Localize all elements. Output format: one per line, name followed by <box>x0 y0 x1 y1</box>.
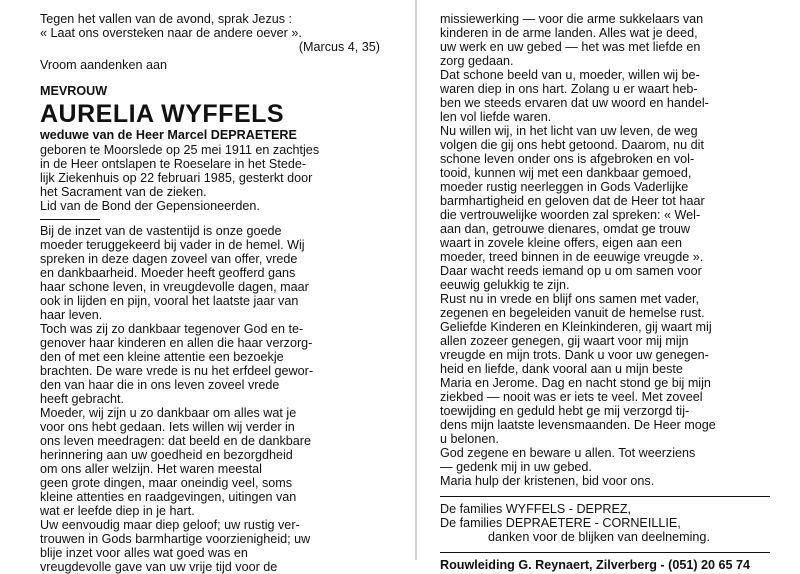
text-line: God zegene en beware u allen. Tot weerziens <box>440 446 696 460</box>
intro-text: Vroom aandenken aan <box>40 58 167 72</box>
text-line: ook in lijden en pijn, vooral het laatste jaar van <box>40 294 299 308</box>
separator-line-long <box>440 496 770 497</box>
fold-divider <box>415 0 417 560</box>
families-block <box>440 502 785 544</box>
text-line: Bij de inzet van de vastentijd is onze goede <box>40 224 282 238</box>
text-line: om ons aller welzijn. Het waren meestal <box>40 462 262 476</box>
text-line: brachten. De ware vrede is nu het erfdeel gewor- <box>40 364 314 378</box>
text-line: heeft gebracht. <box>40 392 125 406</box>
text-line: blije inzet voor alles wat goed was en <box>40 546 248 560</box>
bio-line: het Sacrament van de zieken. <box>40 185 207 199</box>
text-line: moeder rustig neerleggen in Gods Vaderlijke <box>440 180 689 194</box>
text-line: ben we steeds ervaren dat uw woord en handel- <box>440 96 709 110</box>
quote-line-2: « Laat ons oversteken naar de andere oever ». <box>40 26 302 40</box>
families-thanks: danken voor de blijken van deelneming. <box>488 530 710 544</box>
text-line: len vol liefde waren. <box>440 110 552 124</box>
text-line: Rust nu in vrede en blijf ons samen met vader, <box>440 292 700 306</box>
bio-line: in de Heer ontslapen te Roeselare in het Stede- <box>40 157 307 171</box>
text-line: trouwen in Gods barmhartige voorzienigheid; uw <box>40 532 311 546</box>
text-line: geen grote dingen, maar oneindig veel, soms <box>40 476 293 490</box>
text-line: uw werk en uw gebed — het was met liefde en <box>440 40 701 54</box>
text-line: Moeder, wij zijn u zo dankbaar om alles wat je <box>40 406 297 420</box>
text-line: Maria hulp der kristenen, bid voor ons. <box>440 474 655 488</box>
text-line: haar schone leven, in vreugdevolle dagen, maar <box>40 280 309 294</box>
text-line: Daar wacht reeds iemand op u om samen voor <box>440 264 702 278</box>
text-line: haar leven. <box>40 308 103 322</box>
deceased-name: AURELIA WYFFELS <box>40 100 285 128</box>
text-line: Uw eenvoudig maar diep geloof; uw rustig ver- <box>40 518 300 532</box>
text-line: heid en liefde, dank vooral aan u mijn beste <box>440 362 683 376</box>
body-text-left <box>40 224 390 574</box>
text-line: u belonen. <box>440 432 499 446</box>
bio-line: Lid van de Bond der Gepensioneerden. <box>40 199 260 213</box>
text-line: Nu willen wij, in het licht van uw leven, de weg <box>440 124 698 138</box>
text-line: volgen die gij ons hebt getoond. Daarom, nu dit <box>440 138 704 152</box>
text-line: barmhartigheid en geloven dat de Heer tot haar <box>440 194 705 208</box>
right-column <box>440 12 785 572</box>
quote-line-1: Tegen het vallen van de avond, sprak Jezus : <box>40 12 293 26</box>
quote-reference: (Marcus 4, 35) <box>298 40 380 54</box>
families-line-1: De families WYFFELS - DEPREZ, <box>440 502 632 516</box>
text-line: allen zozeer genegen, gij waart voor mij mijn <box>440 334 689 348</box>
text-line: kinderen in de arme landen. Alles wat je deed, <box>440 26 698 40</box>
text-line: herinnering aan uw goedheid en bezorgdheid <box>40 448 293 462</box>
text-line: den of met een kleine attentie een bezoekje <box>40 350 284 364</box>
text-line: Dat schone beeld van u, moeder, willen wij be- <box>440 68 700 82</box>
widow-of: weduwe van de Heer Marcel DEPRAETERE <box>40 128 297 142</box>
text-line: ons leven meedragen: dat beeld en de dankbare <box>40 434 311 448</box>
text-line: zorg gedaan. <box>440 54 514 68</box>
text-line: waren diep in ons hart. Zolang u er waart heb- <box>440 82 698 96</box>
text-line: Maria en Jerome. Dag en nacht stond ge bij mijn <box>440 376 711 390</box>
text-line: toewijding en geduld hebt ge mij verzorgd tij- <box>440 404 690 418</box>
text-line: die vertrouwelijke woorden zal spreken: « Wel- <box>440 208 701 222</box>
text-line: dens mijn laatste levensmaanden. De Heer moge <box>440 418 716 432</box>
body-text-right <box>440 12 785 488</box>
text-line: zegenen en begeleiden vanuit de hemelse rust. <box>440 306 705 320</box>
undertaker-credit: Rouwleiding G. Reynaert, Zilverberg - (051) 20 65 74 <box>440 558 751 572</box>
text-line: en dankbaarheid. Moeder heeft geofferd gans <box>40 266 296 280</box>
separator-line-bottom <box>440 552 770 553</box>
text-line: voor ons hebt gedaan. Iets willen wij verder in <box>40 420 295 434</box>
text-line: wat er leefde diep in je hart. <box>40 504 195 518</box>
text-line: schone leven onder ons is afgebroken en vol- <box>440 152 695 166</box>
text-line: tooid, kunnen wij met een dankbaar gemoed, <box>440 166 692 180</box>
text-line: spreken in deze dagen zoveel van offer, vrede <box>40 252 298 266</box>
bio-line: geboren te Moorslede op 25 mei 1911 en zachtjes <box>40 143 320 157</box>
separator-line <box>40 219 100 220</box>
text-line: Toch was zij zo dankbaar tegenover God en te- <box>40 322 304 336</box>
text-line: den van haar die in ons leven zoveel vrede <box>40 378 280 392</box>
salutation: MEVROUW <box>40 84 108 98</box>
text-line: — gedenk mij in uw gebed. <box>440 460 592 474</box>
text-line: vreugdevolle gave van uw vrije tijd voor de <box>40 560 278 574</box>
text-line: moeder teruggekeerd bij vader in de hemel. Wij <box>40 238 305 252</box>
left-column <box>40 12 390 574</box>
text-line: ziekbed — nooit was er iets te veel. Met zoveel <box>440 390 703 404</box>
text-line: moeder, treed binnen in de eeuwige vreugde ». <box>440 250 704 264</box>
bio-line: lijk Ziekenhuis op 22 februari 1985, gesterkt door <box>40 171 313 185</box>
text-line: waart in zovele kleine offers, eigen aan een <box>440 236 683 250</box>
text-line: vreugde en mijn trots. Dank u voor uw genegen- <box>440 348 709 362</box>
text-line: aan dan, getrouwe dienares, omdat ge trouw <box>440 222 690 236</box>
text-line: missiewerking — voor die arme sukkelaars van <box>440 12 704 26</box>
text-line: kleine attenties en raadgevingen, uitingen van <box>40 490 297 504</box>
text-line: genover haar kinderen en allen die haar verzorg- <box>40 336 313 350</box>
families-line-2: De families DEPRAETERE - CORNEILLIE, <box>440 516 681 530</box>
text-line: eeuwig gelukkig te zijn. <box>440 278 570 292</box>
text-line: Geliefde Kinderen en Kleinkinderen, gij waart mij <box>440 320 712 334</box>
biography <box>40 143 390 213</box>
